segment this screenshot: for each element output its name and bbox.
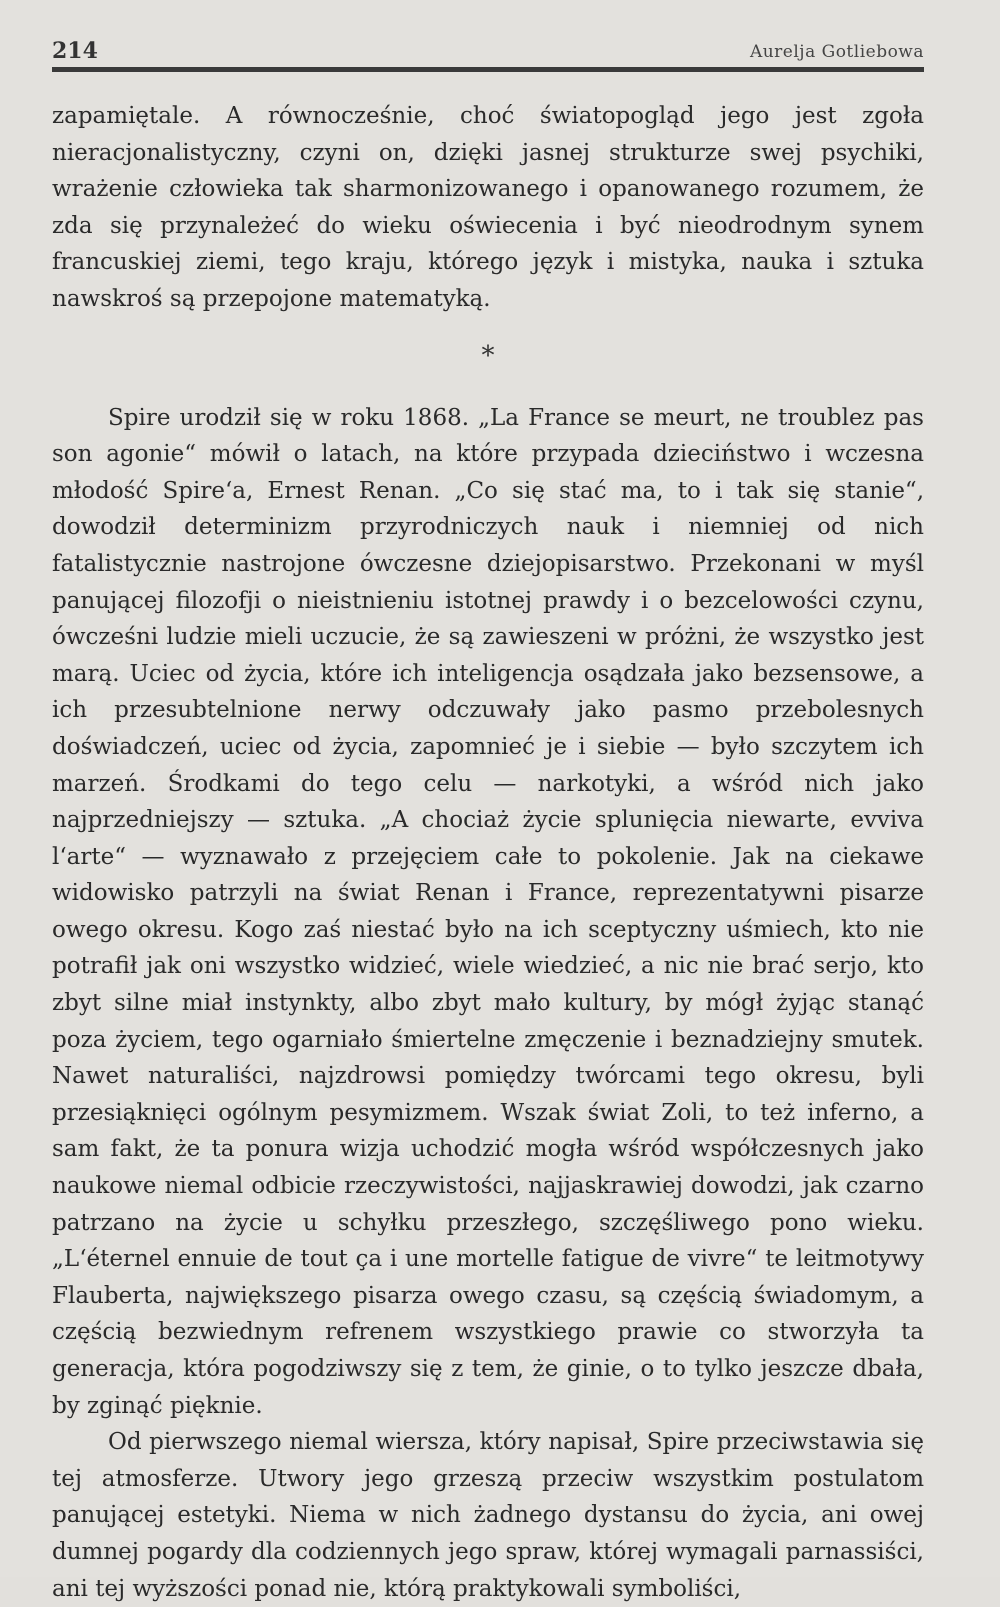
page-number: 214 bbox=[52, 38, 98, 64]
running-title: Aurelja Gotliebowa bbox=[749, 42, 924, 62]
header-rule bbox=[52, 67, 924, 72]
page-header bbox=[52, 38, 924, 68]
body-text bbox=[52, 98, 924, 1607]
paragraph-3: Od pierwszego niemal wiersza, który napisał, Spire przeciwstawia się tej atmosferze. Utwory jego grzeszą przeciw wszystkim postulatom panującej estetyki. Niema w nich żadnego dystansu do życia, ani owej dumnej pogardy dla codziennych jego spraw, której wymagali parnassiści, ani tej wyższości ponad nie, którą praktykowali symboliści, bbox=[52, 1429, 924, 1602]
paragraph-2: Spire urodził się w roku 1868. „La France se meurt, ne troublez pas son agonie“ mówił o latach, na które przypada dzieciństwo i wczesna młodość Spire‘a, Ernest Renan. „Co się stać ma, to i tak się stanie“, dowodził determinizm przyrodniczych nauk i niemniej od nich fatalistycznie nastrojone ówczesne dziejopisarstwo. Przekonani w myśl panującej filozofji o nieistnieniu istotnej prawdy i o bezcelowości czynu, ówcześni ludzie mieli uczucie, że są zawieszeni w próżni, że wszystko jest marą. Uciec od życia, które ich inteligencja osądzała jako bezsensowe, a ich przesubtelnione nerwy odczuwały jako pasmo przebolesnych doświadczeń, uciec od życia, zapomnieć je i siebie — było szczytem ich marzeń. Środkami do tego celu — narkotyki, a wśród nich jako najprzedniejszy — sztuka. „A chociaż życie splunięcia niewarte, evviva l‘arte“ — wyznawało z przejęciem całe to pokolenie. Jak na ciekawe widowisko patrzyli na świat Renan i France, reprezentatywni pisarze owego okresu. Kogo zaś niestać było na ich sceptyczny uśmiech, kto nie potrafił jak oni wszystko widzieć, wiele wiedzieć, a nic nie brać serjo, kto zbyt silne miał instynkty, albo zbyt mało kultury, by mógł żyjąc stanąć poza życiem, tego ogarniało śmiertelne zmęczenie i beznadziejny smutek. Nawet naturaliści, najzdrowsi pomiędzy twórcami tego okresu, byli przesiąknięci ogólnym pesymizmem. Wszak świat Zoli, to też inferno, a sam fakt, że ta ponura wizja uchodzić mogła wśród współczesnych jako naukowe niemal odbicie rzeczywistości, najjaskrawiej dowodzi, jak czarno patrzano na życie u schyłku przeszłego, szczęśliwego pono wieku. „L‘éternel ennuie de tout ça i une mortelle fatigue de vivre“ te leitmotywy Flauberta, największego pisarza owego czasu, są częścią świadomym, a częścią bezwiednym refrenem wszystkiego prawie co stworzyła ta generacja, która pogodziwszy się z tem, że ginie, o to tylko jeszcze dbała, by zginąć pięknie. bbox=[52, 404, 924, 1419]
paragraph-1: zapamiętale. A równocześnie, choć światopogląd jego jest zgoła nieracjonalistyczny, czyni on, dzięki jasnej strukturze swej psychiki, wrażenie człowieka tak sharmonizowanego i opanowanego rozumem, że zda się przynależeć do wieku oświecenia i być nieodrodnym synem francuskiej ziemi, tego kraju, którego język i mistyka, nauka i sztuka nawskroś są przepojone matematyką. bbox=[52, 103, 924, 312]
section-divider: * bbox=[481, 340, 495, 371]
